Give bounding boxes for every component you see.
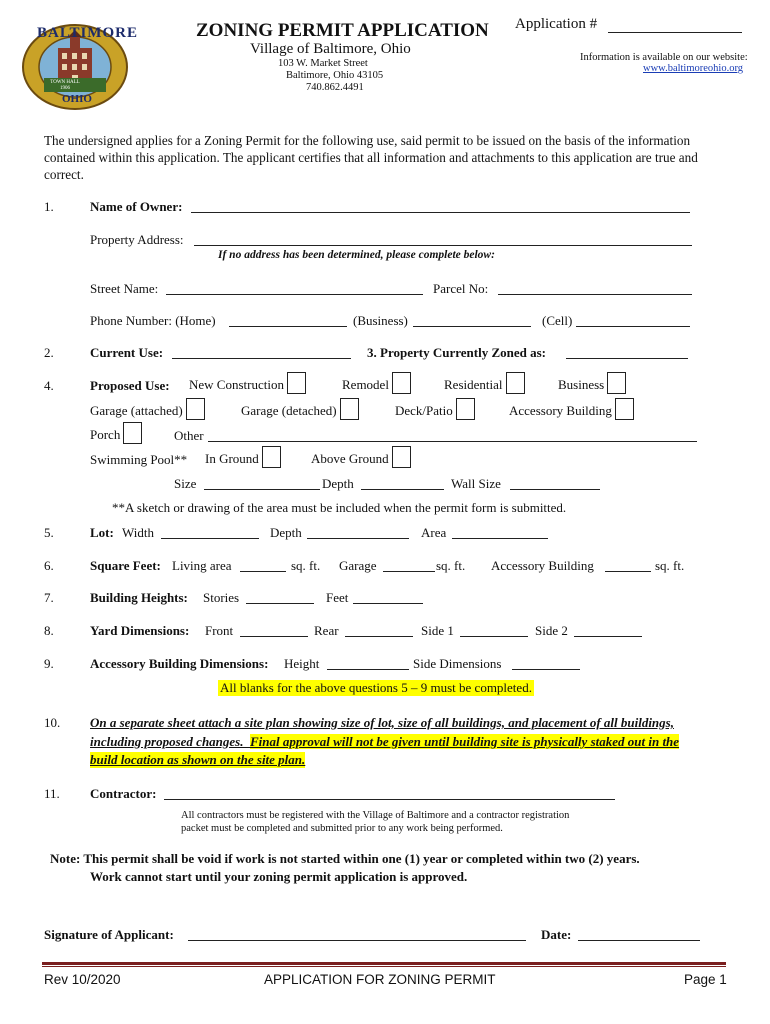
other-label: Other <box>174 428 204 443</box>
garage-area-field[interactable] <box>383 559 435 572</box>
deck-patio-label: Deck/Patio <box>395 403 453 418</box>
website-link[interactable]: www.baltimoreohio.org <box>643 63 744 74</box>
building-heights-label: Building Heights: <box>90 590 188 605</box>
side-dimensions-label: Side Dimensions <box>413 656 502 671</box>
garage-area-label: Garage <box>339 558 377 573</box>
sketch-note: **A sketch or drawing of the area must be included when the permit form is submitted. <box>112 500 567 515</box>
q9-number: 9. <box>44 656 54 671</box>
lot-width-field[interactable] <box>161 526 259 539</box>
q7-number: 7. <box>44 590 54 605</box>
footer-title: APPLICATION FOR ZONING PERMIT <box>264 972 496 987</box>
date-field[interactable] <box>578 928 700 941</box>
business-label: Business <box>558 377 605 392</box>
business-checkbox[interactable] <box>607 372 626 394</box>
signature-label: Signature of Applicant: <box>44 927 174 942</box>
side1-yard-label: Side 1 <box>421 623 454 638</box>
lot-depth-field[interactable] <box>307 526 409 539</box>
porch-checkbox[interactable] <box>123 422 142 444</box>
pool-wall-size-field[interactable] <box>510 477 600 490</box>
application-number-label: Application # <box>515 16 598 32</box>
home-phone-label: Phone Number: (Home) <box>90 313 216 328</box>
accessory-area-field[interactable] <box>605 559 651 572</box>
site-plan-text-2: including proposed changes. <box>90 734 244 749</box>
village-name: Village of Baltimore, Ohio <box>250 41 411 57</box>
site-plan-text-1: On a separate sheet attach a site plan showing size of lot, size of all buildings, and placement of all buildings, <box>90 715 674 730</box>
deck-patio-checkbox[interactable] <box>456 398 475 420</box>
q8-number: 8. <box>44 623 54 638</box>
in-ground-checkbox[interactable] <box>262 446 281 468</box>
accessory-building-label: Accessory Building <box>509 403 612 418</box>
garage-attached-option[interactable] <box>90 398 205 420</box>
parcel-no-label: Parcel No: <box>433 281 489 296</box>
proposed-use-label: Proposed Use: <box>90 378 170 393</box>
q6-number: 6. <box>44 558 54 573</box>
q5-number: 5. <box>44 525 54 540</box>
new-construction-checkbox[interactable] <box>287 372 306 394</box>
seal-bottom-text: OHIO <box>62 93 92 105</box>
accessory-height-field[interactable] <box>327 657 409 670</box>
footer-page-number: Page 1 <box>684 972 727 987</box>
porch-label: Porch <box>90 427 121 442</box>
pool-size-field[interactable] <box>204 477 320 490</box>
living-area-field[interactable] <box>240 559 286 572</box>
accessory-building-option[interactable] <box>509 398 634 420</box>
new-construction-option[interactable] <box>189 372 306 394</box>
lot-label: Lot: <box>90 525 114 540</box>
cell-phone-field[interactable] <box>576 314 690 327</box>
contractor-field[interactable] <box>164 787 615 800</box>
q11-number: 11. <box>44 786 60 801</box>
front-yard-label: Front <box>205 623 234 638</box>
in-ground-option[interactable] <box>205 446 281 468</box>
accessory-dimensions-label: Accessory Building Dimensions: <box>90 656 269 671</box>
lot-width-label: Width <box>122 525 154 540</box>
residential-label: Residential <box>444 377 503 392</box>
garage-attached-label: Garage (attached) <box>90 403 183 418</box>
footer-divider <box>42 962 726 967</box>
intro-paragraph: The undersigned applies for a Zoning Permit for the following use, said permit to be issued on the basis of the information contained within this application. The applicant certifies that all information and attachments to this application are true and correct. <box>44 133 698 182</box>
village-phone: 740.862.4491 <box>306 82 364 93</box>
in-ground-label: In Ground <box>205 451 259 466</box>
cell-phone-label: (Cell) <box>542 313 573 328</box>
side1-yard-field[interactable] <box>460 624 528 637</box>
city-address: Baltimore, Ohio 43105 <box>286 70 384 81</box>
above-ground-checkbox[interactable] <box>392 446 411 468</box>
blanks-required-note: All blanks for the above questions 5 – 9 must be completed. <box>220 680 532 695</box>
no-address-note: If no address has been determined, please complete below: <box>218 249 495 261</box>
home-phone-field[interactable] <box>229 314 347 327</box>
porch-option[interactable] <box>90 422 142 444</box>
accessory-sqft-unit: sq. ft. <box>655 558 685 573</box>
above-ground-label: Above Ground <box>311 451 389 466</box>
property-address-field[interactable] <box>194 233 692 246</box>
seal-top-text: BALTIMORE <box>37 25 138 41</box>
side2-yard-label: Side 2 <box>535 623 568 638</box>
business-phone-field[interactable] <box>413 314 531 327</box>
date-label: Date: <box>541 927 572 942</box>
deck-patio-option[interactable] <box>395 398 475 420</box>
q4-number: 4. <box>44 378 54 393</box>
remodel-label: Remodel <box>342 377 389 392</box>
living-sqft-unit: sq. ft. <box>291 558 321 573</box>
current-use-field[interactable] <box>172 346 351 359</box>
other-field[interactable] <box>208 429 697 442</box>
garage-sqft-unit: sq. ft. <box>436 558 466 573</box>
residential-checkbox[interactable] <box>506 372 525 394</box>
street-name-field[interactable] <box>166 282 423 295</box>
lot-area-label: Area <box>421 525 447 540</box>
yard-dimensions-label: Yard Dimensions: <box>90 623 190 638</box>
rear-yard-field[interactable] <box>345 624 413 637</box>
footer-revision: Rev 10/2020 <box>44 972 121 987</box>
property-address-label: Property Address: <box>90 232 184 247</box>
application-number-field[interactable] <box>608 20 742 33</box>
rear-yard-label: Rear <box>314 623 339 638</box>
street-address: 103 W. Market Street <box>278 58 368 69</box>
lot-area-field[interactable] <box>452 526 548 539</box>
above-ground-option[interactable] <box>311 446 411 468</box>
height-feet-field[interactable] <box>353 591 423 604</box>
square-feet-label: Square Feet: <box>90 558 161 573</box>
zoned-as-label: 3. Property Currently Zoned as: <box>367 345 546 360</box>
business-option[interactable] <box>558 372 626 394</box>
website-info-text: Information is available on our website: <box>580 52 748 63</box>
side-dimensions-field[interactable] <box>512 657 580 670</box>
accessory-height-label: Height <box>284 656 320 671</box>
zoned-as-field[interactable] <box>566 346 688 359</box>
contractor-note-2: packet must be completed and submitted prior to any work being performed. <box>181 823 503 834</box>
contractor-label: Contractor: <box>90 786 157 801</box>
owner-name-label: Name of Owner: <box>90 199 183 214</box>
pool-size-label: Size <box>174 476 197 491</box>
garage-attached-checkbox[interactable] <box>186 398 205 420</box>
q1-number: 1. <box>44 199 54 214</box>
remodel-checkbox[interactable] <box>392 372 411 394</box>
seal-inner-text: TOWN HALL 1906 <box>50 80 80 91</box>
pool-depth-field[interactable] <box>361 477 444 490</box>
pool-depth-label: Depth <box>322 476 354 491</box>
business-phone-label: (Business) <box>353 313 408 328</box>
stories-label: Stories <box>203 590 240 605</box>
garage-detached-option[interactable] <box>241 398 359 420</box>
site-plan-instruction-2 <box>90 734 679 750</box>
site-plan-instruction-3: build location as shown on the site plan. <box>90 752 306 767</box>
contractor-note-1: All contractors must be registered with the Village of Baltimore and a contractor registration <box>181 810 570 821</box>
site-plan-instruction-1 <box>90 715 674 731</box>
current-use-label: Current Use: <box>90 345 164 360</box>
page-title: ZONING PERMIT APPLICATION <box>196 20 489 41</box>
q10-number: 10. <box>44 715 61 730</box>
lot-depth-label: Depth <box>270 525 302 540</box>
accessory-building-checkbox[interactable] <box>615 398 634 420</box>
parcel-no-field[interactable] <box>498 282 692 295</box>
accessory-area-label: Accessory Building <box>491 558 594 573</box>
validity-note: Note: This permit shall be void if work is not started within one (1) year or completed within two (2) years. <box>50 851 640 866</box>
front-yard-field[interactable] <box>240 624 308 637</box>
final-approval-text: Final approval will not be given until building site is physically staked out in the <box>250 734 680 749</box>
garage-detached-checkbox[interactable] <box>340 398 359 420</box>
pool-wall-size-label: Wall Size <box>451 476 501 491</box>
stories-field[interactable] <box>246 591 314 604</box>
signature-field[interactable] <box>188 928 526 941</box>
remodel-option[interactable] <box>342 372 411 394</box>
work-start-note: Work cannot start until your zoning permit application is approved. <box>90 869 468 884</box>
new-construction-label: New Construction <box>189 377 284 392</box>
garage-detached-label: Garage (detached) <box>241 403 337 418</box>
residential-option[interactable] <box>444 372 525 394</box>
q2-number: 2. <box>44 345 54 360</box>
side2-yard-field[interactable] <box>574 624 642 637</box>
living-area-label: Living area <box>172 558 232 573</box>
street-name-label: Street Name: <box>90 281 159 296</box>
swimming-pool-label: Swimming Pool** <box>90 452 188 467</box>
height-feet-label: Feet <box>326 590 349 605</box>
owner-name-field[interactable] <box>191 200 690 213</box>
